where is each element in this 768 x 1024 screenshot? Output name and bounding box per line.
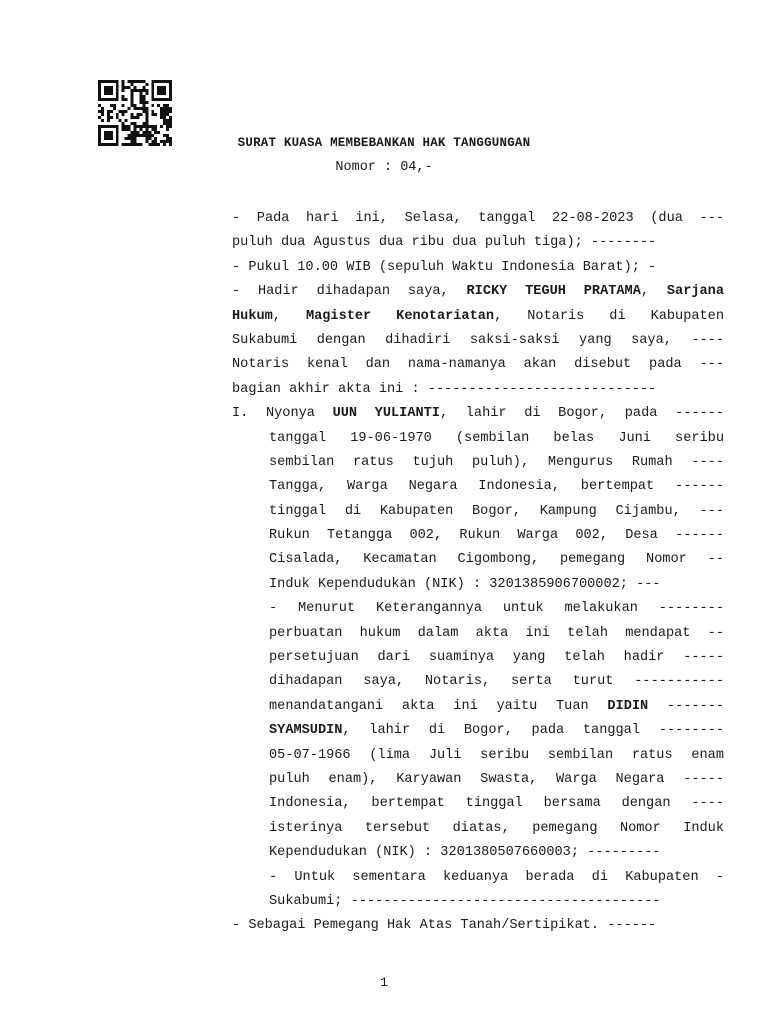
text-segment: ,: [640, 284, 667, 300]
bold-text: Hukum: [232, 308, 273, 324]
body-line: [232, 231, 724, 255]
text-segment: menandatangani akta ini yaitu Tuan: [269, 698, 608, 714]
text-segment: dihadapan saya, Notaris, serta turut -----------: [269, 674, 724, 690]
body-line: [232, 353, 724, 377]
text-segment: 05-07-1966 (lima Juli seribu sembilan ratus enam: [269, 747, 724, 763]
body-line: [232, 500, 724, 524]
text-segment: , lahir di Bogor, pada tanggal --------: [342, 723, 724, 739]
bold-text: Magister Kenotariatan: [305, 308, 495, 324]
text-segment: - Pukul 10.00 WIB (sepuluh Waktu Indonesia Barat); -: [232, 259, 657, 275]
text-segment: Kependudukan (NIK) : 3201380507660003; ---------: [269, 845, 661, 861]
text-segment: tanggal 19-06-1970 (sembilan belas Juni seribu: [269, 430, 724, 446]
text-segment: persetujuan dari suaminya yang telah hadir -----: [269, 650, 724, 666]
text-segment: Cisalada, Kecamatan Cigombong, pemegang Nomor --: [269, 552, 724, 568]
body-line: [232, 890, 724, 914]
text-segment: isterinya tersebut diatas, pemegang Nomor Induk: [269, 820, 724, 836]
text-segment: Sukabumi; --------------------------------------: [269, 893, 661, 909]
text-segment: Sukabumi dengan dihadiri saksi-saksi yang saya, ----: [232, 332, 724, 348]
body-line: [232, 402, 724, 426]
text-segment: - Pada hari ini, Selasa, tanggal 22-08-2023 (dua ---: [232, 211, 724, 226]
text-segment: Indonesia, bertempat tinggal bersama dengan ----: [269, 796, 724, 812]
text-segment: - Menurut Keterangannya untuk melakukan --------: [269, 601, 724, 617]
text-segment: puluh enam), Karyawan Swasta, Warga Negara -----: [269, 771, 724, 787]
text-segment: sembilan ratus tujuh puluh), Mengurus Rumah ----: [269, 454, 724, 470]
bold-text: RICKY TEGUH PRATAMA: [466, 284, 641, 300]
bold-text: Sarjana: [666, 284, 724, 300]
body-line: [232, 597, 724, 621]
body-line: [232, 305, 724, 329]
text-segment: perbuatan hukum dalam akta ini telah mendapat --: [269, 625, 724, 641]
text-segment: - Hadir dihadapan saya,: [232, 284, 467, 300]
text-segment: puluh dua Agustus dua ribu dua puluh tiga); --------: [232, 235, 657, 251]
body-line: [232, 841, 724, 865]
text-segment: Rukun Tetangga 002, Rukun Warga 002, Desa ------: [269, 528, 724, 544]
body-line: [232, 280, 724, 304]
body-line: [232, 329, 724, 353]
body-line: [232, 719, 724, 743]
text-segment: Tangga, Warga Negara Indonesia, bertempat ------: [269, 479, 724, 495]
body-line: [232, 475, 724, 499]
body-line: [232, 670, 724, 694]
body-line: [232, 817, 724, 841]
bold-text: UUN YULIANTI: [332, 406, 440, 422]
text-segment: I. Nyonya: [232, 406, 333, 422]
body-line: [232, 768, 724, 792]
text-segment: bagian akhir akta ini : ----------------------------: [232, 381, 657, 397]
text-segment: Induk Kependudukan (NIK) : 3201385906700002; ---: [269, 576, 661, 592]
body-line: [232, 573, 724, 597]
body-line: [232, 427, 724, 451]
document-number: Nomor : 04,-: [335, 160, 433, 175]
text-segment: - Sebagai Pemegang Hak Atas Tanah/Sertipikat. ------: [232, 918, 657, 934]
page-number: 1: [380, 975, 388, 990]
document-body: [232, 207, 724, 939]
body-line: [232, 866, 724, 890]
body-line: [232, 548, 724, 572]
body-line: [232, 744, 724, 768]
body-line: [232, 622, 724, 646]
body-line: [232, 256, 724, 280]
text-segment: tinggal di Kabupaten Bogor, Kampung Cijambu, ---: [269, 503, 724, 519]
text-segment: - Untuk sementara keduanya berada di Kabupaten -: [269, 869, 724, 885]
document-title: SURAT KUASA MEMBEBANKAN HAK TANGGUNGAN: [237, 136, 531, 150]
body-line: [232, 914, 724, 938]
body-line: [232, 646, 724, 670]
text-segment: , lahir di Bogor, pada ------: [439, 406, 724, 422]
body-line: [232, 524, 724, 548]
body-line: [232, 378, 724, 402]
text-segment: Notaris kenal dan nama-namanya akan disebut pada ---: [232, 357, 724, 373]
bold-text: SYAMSUDIN: [269, 723, 343, 739]
body-line: [232, 451, 724, 475]
text-segment: , Notaris di Kabupaten: [494, 308, 724, 324]
text-segment: ,: [272, 308, 306, 324]
bold-text: DIDIN: [607, 698, 649, 714]
body-line: [232, 695, 724, 719]
body-line: [232, 792, 724, 816]
body-line: [232, 207, 724, 231]
text-segment: -------: [648, 698, 724, 714]
